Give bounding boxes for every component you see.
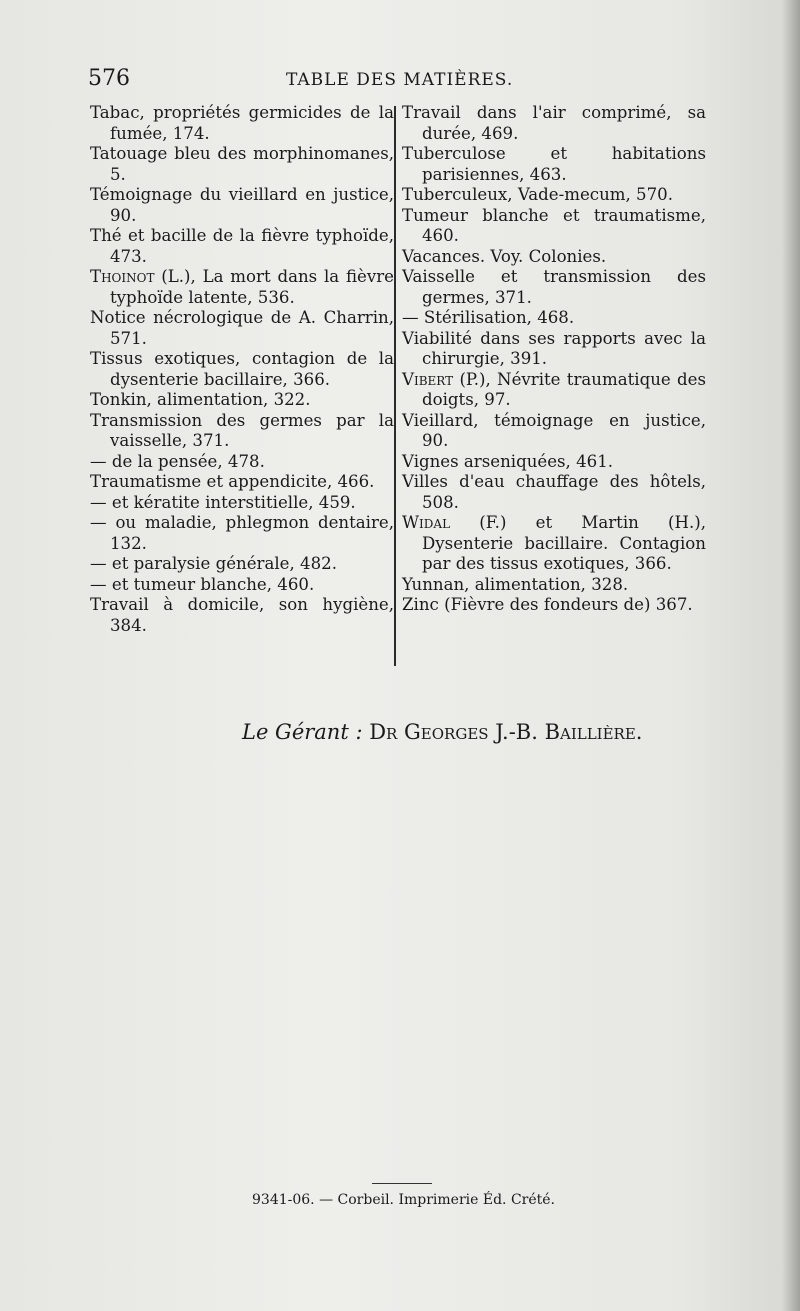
entry-text: — et paralysie générale, 482. [90,554,337,573]
index-column-right [402,103,706,616]
index-entry [402,595,706,616]
column-divider [394,106,396,666]
index-entry [90,513,394,554]
index-entry [90,575,394,596]
index-entry [90,349,394,390]
index-entry [90,144,394,185]
entry-text: Vieillard, témoignage en justice, 90. [402,410,706,450]
entry-text: Tabac, propriétés germicides de la fumée, 174. [90,103,394,143]
entry-text: Témoignage du vieillard en justice, 90. [90,185,394,225]
page-edge-shadow [782,0,800,1311]
index-entry [402,308,706,329]
running-title: TABLE DES MATIÈRES. [286,70,514,90]
index-entry [402,329,706,370]
entry-text: Zinc (Fièvre des fondeurs de) 367. [402,595,693,614]
entry-text: Vignes arseniquées, 461. [402,451,614,471]
entry-text: Transmission des germes par la vaisselle, 371. [90,410,394,450]
entry-text: (F.) et Martin (H.), Dysenterie bacillaire. Contagion par des tissus exotiques, 366. [422,513,706,573]
entry-text: (L.), La mort dans la fièvre typhoïde latente, 536. [110,267,394,307]
index-entry [402,513,706,575]
entry-text: Tumeur blanche et traumatisme, 460. [402,205,706,245]
index-entry [402,472,706,513]
entry-text: — Stérilisation, 468. [402,308,575,327]
index-entry [402,370,706,411]
entry-text: Yunnan, alimentation, 328. [402,574,629,594]
publisher-signature [242,720,702,744]
index-entry [402,103,706,144]
entry-text: Thé et bacille de la fièvre typhoïde, 473. [90,226,394,266]
index-entry [90,185,394,226]
entry-text: Tissus exotiques, contagion de la dysenterie bacillaire, 366. [90,349,394,389]
signature-label: Le Gérant : [242,720,363,744]
entry-text: Villes d'eau chauffage des hôtels, 508. [402,472,706,512]
index-entry [90,472,394,493]
author-name: Thoinot [90,267,155,286]
index-entry [90,554,394,575]
index-entry [90,411,394,452]
entry-text: — et kératite interstitielle, 459. [90,492,356,512]
entry-text: Tonkin, alimentation, 322. [90,390,311,409]
index-entry [90,390,394,411]
entry-text: Tuberculeux, Vade-mecum, 570. [402,185,674,204]
entry-text: Travail à domicile, son hygiène, 384. [90,595,394,635]
index-entry [90,493,394,514]
entry-text: Notice nécrologique de A. Charrin, 571. [90,308,394,348]
index-entry [402,185,706,206]
entry-text: Tatouage bleu des morphinomanes, 5. [90,144,394,184]
entry-text: Tuberculose et habitations parisiennes, 463. [402,144,706,184]
index-entry [402,452,706,473]
entry-text: Travail dans l'air comprimé, sa durée, 469. [402,103,706,143]
index-entry [90,103,394,144]
index-entry [90,226,394,267]
index-column-left [90,103,394,636]
entry-text: Vaisselle et transmission des germes, 371. [402,267,706,307]
entry-text: Traumatisme et appendicite, 466. [90,472,375,491]
index-entry [402,144,706,185]
index-entry [402,206,706,247]
index-entry [90,595,394,636]
author-name: Widal [402,513,451,532]
index-entry [90,308,394,349]
index-entry [90,267,394,308]
index-entry [402,267,706,308]
index-entry [402,411,706,452]
entry-text: (P.), Névrite traumatique des doigts, 97. [422,369,706,409]
page-number: 576 [88,66,130,91]
author-name: Vibert [402,369,454,389]
entry-text: Vacances. Voy. Colonies. [402,246,607,266]
entry-text: — de la pensée, 478. [90,451,265,471]
entry-text: — ou maladie, phlegmon dentaire, 132. [90,513,394,553]
footer-rule [372,1183,432,1184]
entry-text: Viabilité dans ses rapports avec la chirurgie, 391. [402,328,706,368]
signature-name: Dr Georges J.-B. Baillière. [369,720,643,744]
index-entry [402,575,706,596]
index-entry [90,452,394,473]
entry-text: — et tumeur blanche, 460. [90,574,315,594]
printer-footer: 9341-06. — Corbeil. Imprimerie Éd. Crété. [252,1192,555,1208]
index-entry [402,247,706,268]
page-header [88,66,708,100]
